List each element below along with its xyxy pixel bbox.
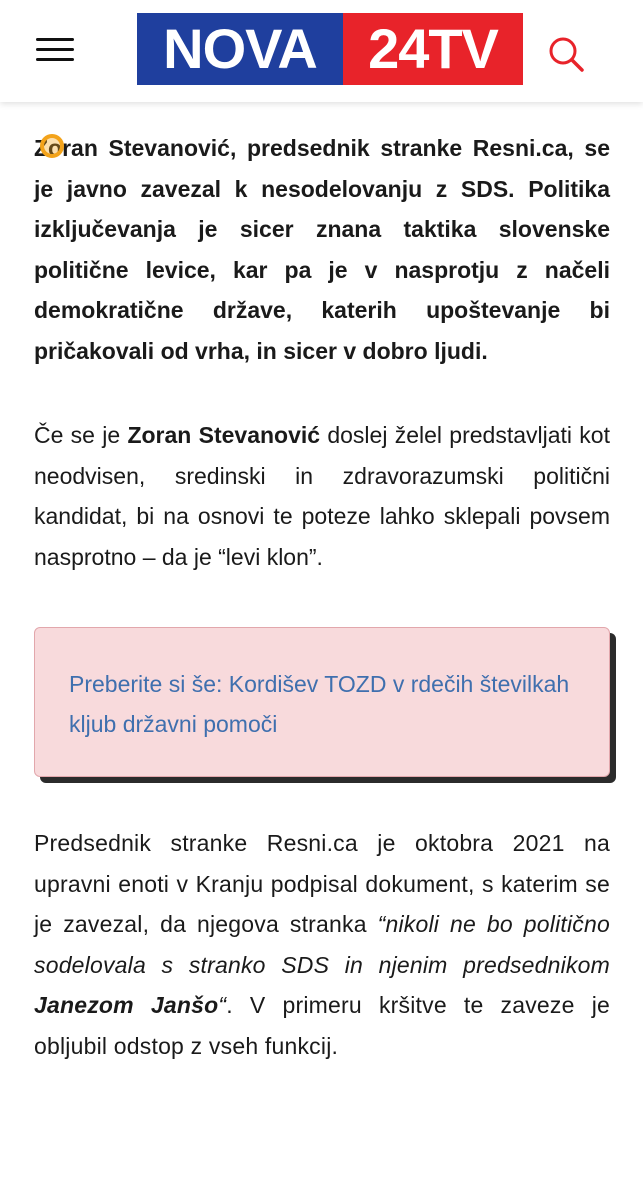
menu-bar <box>36 38 74 41</box>
article-body <box>34 128 610 1066</box>
logo-nova: NOVA <box>137 13 343 85</box>
search-icon[interactable] <box>546 34 586 74</box>
site-header <box>0 0 643 102</box>
article-paragraph <box>34 415 610 577</box>
site-logo[interactable] <box>137 13 523 85</box>
text-segment: doslej želel predstavljati kot neodvisen, sredinski in zdravorazumski politični kandidat, bi na osnovi te poteze lahko sklepali povsem nasprotno – da je “levi klon”. <box>34 422 610 570</box>
related-article-box[interactable] <box>34 627 610 777</box>
article-lead-paragraph: Zoran Stevanović, predsednik stranke Resni.ca, se je javno zavezal k nesodelovanju z SDS. Politika izključevanja je sicer znana taktika slovenske politične levice, kar pa je v nasprotju z načeli demokratične države, katerih upoštevanje bi pričakovali od vrha, in sicer v dobro ljudi. <box>34 135 610 364</box>
person-name: Zoran Stevanović <box>127 422 321 448</box>
text-segment: Predsednik stranke Resni.ca je oktobra 2021 na upravni enoti v Kranju podpisal dokument, s katerim se je zavezal, da njegova stranka <box>34 830 610 937</box>
text-segment: . V primeru kršitve te zaveze je obljubil odstop z vseh funkcij. <box>34 992 610 1059</box>
quote-text: “nikoli ne bo politično sodelovala s stranko SDS in njenim predsednikom <box>34 911 610 978</box>
logo-24tv: 24TV <box>343 13 523 85</box>
hamburger-menu-icon[interactable] <box>36 36 74 64</box>
article-paragraph <box>34 823 610 1066</box>
touch-indicator <box>40 134 64 158</box>
menu-bar <box>36 58 74 61</box>
text-segment: Če se je <box>34 422 128 448</box>
related-article-link[interactable]: Preberite si še: Kordišev TOZD v rdečih številkah kljub državni pomoči <box>69 671 570 737</box>
menu-bar <box>36 48 74 51</box>
quote-end: “ <box>218 992 227 1018</box>
quoted-name: Janezom Janšo <box>34 992 219 1018</box>
